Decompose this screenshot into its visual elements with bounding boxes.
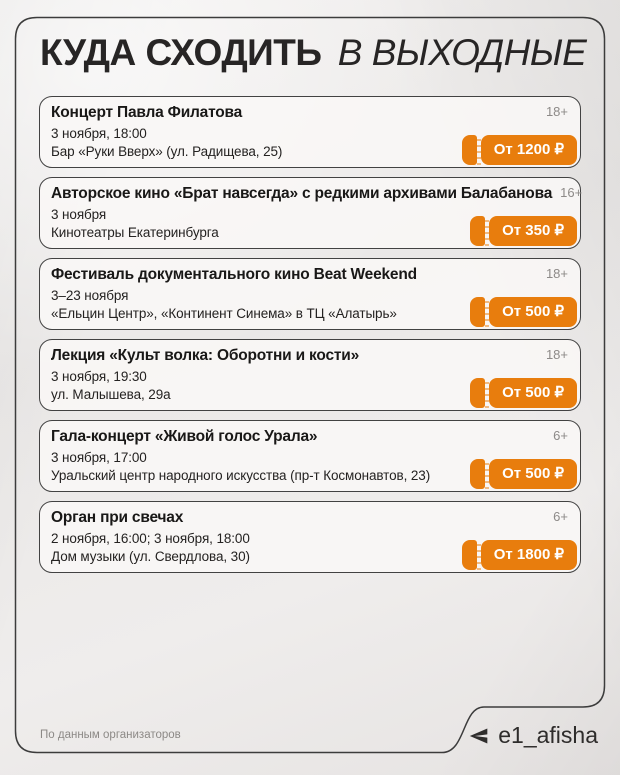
event-title: Лекция «Культ волка: Оборотни и кости» — [51, 347, 360, 364]
event-date: 3 ноября, 19:30 — [51, 369, 147, 384]
event-venue: ул. Малышева, 29а — [51, 386, 171, 402]
ticket-stub — [470, 216, 485, 246]
telegram-handle-label: e1_afisha — [498, 722, 598, 748]
event-card — [39, 258, 581, 330]
event-title: Орган при свечах — [51, 509, 184, 526]
age-rating-badge: 18+ — [545, 347, 568, 362]
ticket-stub — [470, 378, 485, 408]
event-venue: Бар «Руки Вверх» (ул. Радищева, 25) — [51, 143, 283, 159]
event-venue: Уральский центр народного искусства (пр-т Космонавтов, 23) — [51, 467, 431, 483]
price-ticket-badge[interactable] — [470, 378, 577, 408]
event-title: Концерт Павла Филатова — [51, 104, 243, 121]
page-title-bold: КУДА СХОДИТЬ — [40, 32, 322, 73]
page-title — [40, 33, 585, 74]
ticket-stub — [462, 540, 477, 570]
event-date: 3 ноября, 18:00 — [51, 126, 147, 141]
event-date: 3 ноября — [51, 207, 107, 222]
event-list — [39, 96, 581, 582]
price-label: От 1200 ₽ — [481, 135, 577, 165]
event-venue: Дом музыки (ул. Свердлова, 30) — [51, 548, 250, 564]
price-label: От 500 ₽ — [489, 459, 577, 489]
event-venue: «Ельцин Центр», «Континент Синема» в ТЦ «Алатырь» — [51, 305, 397, 321]
event-title: Авторское кино «Брат навсегда» с редкими архивами Балабанова — [51, 185, 553, 202]
event-card — [39, 501, 581, 573]
telegram-plane-icon — [469, 726, 489, 746]
price-ticket-badge[interactable] — [462, 135, 577, 165]
event-card — [39, 339, 581, 411]
event-date: 2 ноября, 16:00; 3 ноября, 18:00 — [51, 531, 250, 546]
price-ticket-badge[interactable] — [470, 216, 577, 246]
price-ticket-badge[interactable] — [470, 297, 577, 327]
age-rating-badge: 6+ — [553, 428, 568, 443]
price-label: От 500 ₽ — [489, 378, 577, 408]
event-date: 3 ноября, 17:00 — [51, 450, 147, 465]
price-label: От 1800 ₽ — [481, 540, 577, 570]
ticket-stub — [470, 459, 485, 489]
data-source-note: По данным организаторов — [40, 729, 181, 741]
event-date: 3–23 ноября — [51, 288, 129, 303]
telegram-handle[interactable] — [469, 722, 598, 749]
price-label: От 500 ₽ — [489, 297, 577, 327]
age-rating-badge: 16+ — [560, 185, 583, 200]
event-card — [39, 420, 581, 492]
ticket-stub — [462, 135, 477, 165]
event-title: Гала-концерт «Живой голос Урала» — [51, 428, 318, 445]
age-rating-badge: 18+ — [545, 266, 568, 281]
price-ticket-badge[interactable] — [470, 459, 577, 489]
ticket-stub — [470, 297, 485, 327]
event-card — [39, 177, 581, 249]
page-title-italic: В ВЫХОДНЫЕ — [337, 32, 587, 73]
event-venue: Кинотеатры Екатеринбурга — [51, 224, 219, 240]
age-rating-badge: 18+ — [545, 104, 568, 119]
age-rating-badge: 6+ — [553, 509, 568, 524]
event-title: Фестиваль документального кино Beat Weekend — [51, 266, 417, 283]
price-ticket-badge[interactable] — [462, 540, 577, 570]
price-label: От 350 ₽ — [489, 216, 577, 246]
event-card — [39, 96, 581, 168]
